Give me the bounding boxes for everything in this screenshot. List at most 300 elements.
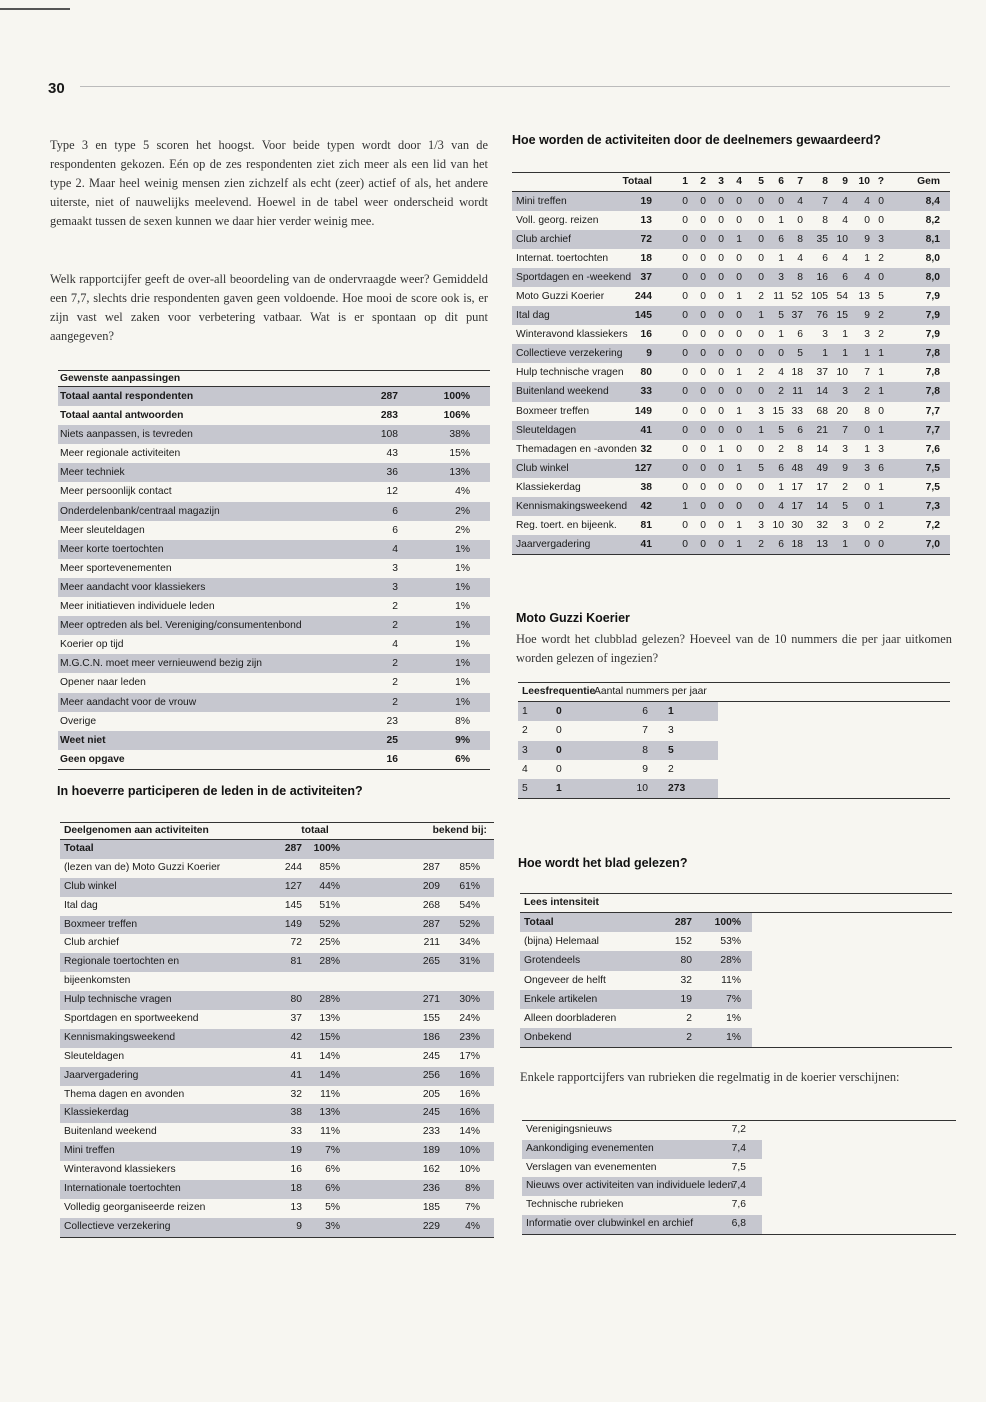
row-percent: 14%	[319, 1069, 340, 1081]
row-value: 0	[682, 462, 688, 474]
column-header: 1	[682, 176, 688, 187]
table-row	[522, 1196, 762, 1215]
row-value: 2	[842, 481, 848, 493]
row-percent: 28%	[319, 994, 340, 1006]
row-value: 0	[556, 706, 562, 717]
row-count-bekend: 256	[422, 1069, 440, 1081]
row-label: Internationale toertochten	[64, 1183, 181, 1195]
row-value: 0	[718, 196, 724, 207]
row-value: 2	[878, 329, 884, 341]
column-header: 5	[758, 176, 764, 187]
row-percent: 3%	[325, 1220, 340, 1232]
row-label: Verenigingsnieuws	[526, 1124, 612, 1135]
table-row	[522, 1177, 762, 1196]
row-percent-bekend: 61%	[459, 880, 480, 892]
row-count-bekend: 211	[423, 937, 440, 949]
row-value: 1	[778, 215, 784, 227]
row-value: 0	[700, 443, 706, 455]
table-header	[520, 894, 952, 913]
row-label: Meer korte toertochten	[60, 543, 164, 555]
row-value: 5	[878, 291, 884, 303]
row-value: 32	[640, 443, 652, 455]
row-value: 1	[878, 481, 884, 493]
row-count-bekend: 268	[422, 899, 440, 911]
table-row	[512, 230, 950, 249]
row-percent-bekend: 7%	[465, 1201, 480, 1213]
row-value: 0	[878, 215, 884, 227]
row-percent: 106%	[443, 410, 470, 422]
row-value: 0	[700, 424, 706, 436]
row-value: 0	[758, 443, 764, 455]
row-value: 1	[778, 329, 784, 341]
table-row	[58, 521, 490, 540]
row-value: 0	[700, 481, 706, 493]
row-percent: 1%	[455, 658, 470, 670]
row-value: 13	[816, 538, 828, 550]
row-value: 0	[700, 196, 706, 207]
row-value: 5	[522, 783, 528, 795]
row-value: 48	[791, 462, 803, 474]
row-value: 42	[640, 500, 652, 512]
row-value: 10	[636, 783, 648, 795]
row-value: 10	[836, 234, 848, 246]
column-header: 8	[822, 176, 828, 187]
row-count-bekend: 245	[422, 1107, 440, 1119]
row-percent: 15%	[449, 448, 470, 460]
row-value: 0	[736, 386, 742, 398]
row-label: Mini treffen	[516, 196, 567, 207]
row-count: 25	[386, 734, 398, 746]
row-value: 0	[682, 443, 688, 455]
row-value: 17	[791, 500, 803, 512]
row-label: Opener naar leden	[60, 677, 146, 689]
table-row	[60, 1199, 494, 1218]
row-count-bekend: 185	[422, 1201, 440, 1213]
row-value: 0	[878, 538, 884, 550]
row-percent: 44%	[319, 880, 340, 892]
row-count: 6	[392, 524, 398, 536]
row-count: 32	[290, 1088, 302, 1100]
row-count-bekend: 245	[422, 1050, 440, 1062]
row-value: 9	[642, 763, 648, 775]
row-value: 5	[797, 348, 803, 360]
row-label: Onderdelenbank/centraal magazijn	[60, 505, 220, 517]
row-value: 8,4	[925, 196, 940, 207]
row-label: Klassiekerdag	[64, 1107, 129, 1119]
row-value: 0	[700, 462, 706, 474]
row-count-bekend: 265	[422, 956, 440, 968]
row-percent-bekend: 23%	[459, 1031, 480, 1043]
row-value: 0	[682, 367, 688, 379]
row-percent-bekend: 17%	[459, 1050, 480, 1062]
column-subheader: Aantal nummers per jaar	[594, 686, 707, 697]
row-value: 7,9	[925, 329, 940, 341]
row-value: 7,2	[925, 519, 940, 531]
row-label: Buitenland weekend	[64, 1126, 157, 1138]
row-percent: 6%	[325, 1164, 340, 1176]
row-value: 8	[822, 215, 828, 227]
row-percent-bekend: 30%	[459, 994, 480, 1006]
row-value: 8,0	[925, 253, 940, 265]
row-percent: 9%	[455, 734, 470, 746]
row-count-bekend: 287	[422, 918, 440, 930]
row-value: 7,5	[731, 1161, 746, 1173]
table-row	[58, 482, 490, 501]
row-value: 0	[682, 234, 688, 246]
rapport-table	[522, 1120, 956, 1235]
table-row	[60, 1048, 494, 1067]
row-value: 7	[642, 725, 648, 737]
row-value: 1	[864, 443, 870, 455]
row-count: 72	[290, 937, 302, 949]
row-label: Reg. toert. en bijeenk.	[516, 519, 617, 531]
row-value: 0	[864, 424, 870, 436]
row-value: 3	[842, 443, 848, 455]
row-percent: 1%	[455, 620, 470, 632]
row-count: 4	[392, 639, 398, 651]
row-percent: 38%	[449, 429, 470, 441]
row-value: 7,6	[925, 443, 940, 455]
row-value: 0	[758, 215, 764, 227]
row-value: 4	[864, 272, 870, 284]
row-value: 1	[668, 706, 674, 717]
row-count: 2	[392, 696, 398, 708]
row-label: Meer aandacht voor klassiekers	[60, 581, 206, 593]
row-value: 6	[822, 253, 828, 265]
waardering-table	[512, 172, 950, 555]
row-percent: 1%	[455, 601, 470, 613]
row-count: 2	[686, 1012, 692, 1024]
row-value: 4	[842, 253, 848, 265]
table-row	[60, 1161, 494, 1180]
row-value: 0	[718, 538, 724, 550]
row-label: Geen opgave	[60, 753, 125, 765]
row-label: Club winkel	[64, 880, 117, 892]
row-label: Koerier op tijd	[60, 639, 124, 651]
row-label: Totaal aantal antwoorden	[60, 410, 184, 422]
table-row	[58, 712, 490, 731]
leesfrequentie-table	[518, 682, 950, 799]
row-percent: 8%	[455, 715, 470, 727]
row-value: 1	[522, 706, 528, 717]
row-label: Ital dag	[516, 310, 550, 322]
row-value: 0	[718, 253, 724, 265]
row-value: 0	[718, 481, 724, 493]
row-percent: 53%	[720, 936, 741, 948]
row-percent: 28%	[319, 956, 340, 968]
row-value: 7,5	[925, 481, 940, 493]
row-value: 0	[736, 443, 742, 455]
row-value: 9	[864, 234, 870, 246]
table-row	[58, 635, 490, 654]
table-row	[520, 971, 752, 990]
row-label: Nieuws over activiteiten van individuele leden	[526, 1180, 734, 1192]
row-value: 11	[773, 291, 784, 303]
row-value: 0	[682, 329, 688, 341]
row-value: 1	[778, 481, 784, 493]
row-value: 0	[682, 291, 688, 303]
row-value: 13	[640, 215, 652, 227]
row-value: 4	[797, 253, 803, 265]
row-value: 0	[736, 215, 742, 227]
row-label: Volledig georganiseerde reizen	[64, 1201, 206, 1213]
row-value: 0	[864, 519, 870, 531]
row-value: 1	[736, 405, 742, 417]
row-label: Boxmeer treffen	[516, 405, 590, 417]
row-count: 23	[386, 715, 398, 727]
row-percent: 1%	[455, 639, 470, 651]
row-count: 16	[386, 753, 398, 765]
table-row	[512, 306, 950, 325]
row-value: 41	[640, 424, 652, 436]
row-percent-bekend: 16%	[459, 1107, 480, 1119]
row-value: 30	[791, 519, 803, 531]
row-value: 0	[700, 253, 706, 265]
row-value: 0	[736, 329, 742, 341]
row-value: 0	[700, 367, 706, 379]
row-value: 7,5	[925, 462, 940, 474]
table-header	[512, 173, 950, 192]
row-count-bekend: 271	[422, 994, 440, 1006]
row-value: 0	[758, 386, 764, 398]
table-row	[60, 1010, 494, 1029]
row-value: 6	[642, 706, 648, 717]
row-label: Totaal	[64, 843, 94, 854]
top-rule	[0, 8, 70, 10]
row-label: Aankondiging evenementen	[526, 1142, 654, 1154]
row-value: 0	[682, 519, 688, 531]
row-value: 0	[682, 272, 688, 284]
row-label: Meer initiatieven individuele leden	[60, 601, 215, 613]
row-value: 1	[736, 519, 742, 531]
row-value: 54	[836, 291, 848, 303]
row-value: 6,8	[731, 1217, 746, 1229]
row-label: Sportdagen en -weekend	[516, 272, 632, 284]
table-row	[512, 211, 950, 230]
row-percent: 100%	[714, 917, 741, 928]
row-value: 2	[778, 443, 784, 455]
row-value: 7,7	[925, 405, 940, 417]
row-value: 1	[864, 253, 870, 265]
row-label: Mini treffen	[64, 1145, 115, 1157]
row-value: 8,1	[925, 234, 940, 246]
table-row	[58, 559, 490, 578]
row-value: 0	[736, 481, 742, 493]
table-row	[520, 990, 752, 1009]
row-value: 2	[758, 367, 764, 379]
row-value: 7,0	[925, 538, 940, 550]
row-value: 3	[522, 744, 528, 756]
row-value: 35	[816, 234, 828, 246]
table-row	[60, 1142, 494, 1161]
row-percent: 2%	[455, 524, 470, 536]
row-value: 0	[700, 234, 706, 246]
table-row	[58, 540, 490, 559]
row-count: 13	[290, 1201, 302, 1213]
row-count: 19	[290, 1145, 302, 1157]
row-label: Onbekend	[524, 1032, 572, 1044]
row-value: 8,0	[925, 272, 940, 284]
row-label: Thema dagen en avonden	[64, 1088, 185, 1100]
row-value: 0	[718, 272, 724, 284]
row-count: 2	[686, 1032, 692, 1044]
row-value: 14	[816, 500, 828, 512]
column-header: bekend bij:	[432, 825, 487, 836]
row-count: 108	[380, 429, 398, 441]
row-label: Klassiekerdag	[516, 481, 581, 493]
table-row	[58, 731, 490, 750]
table-row	[60, 1180, 494, 1199]
row-value: 18	[791, 367, 803, 379]
row-value: 0	[556, 763, 562, 775]
table-row	[60, 953, 494, 972]
row-value: 6	[797, 424, 803, 436]
table-row	[520, 932, 752, 951]
waardering-title: Hoe worden de activiteiten door de deelnemers gewaardeerd?	[512, 133, 881, 147]
row-value: 6	[778, 234, 784, 246]
row-value: 0	[878, 196, 884, 207]
row-percent: 85%	[319, 861, 340, 873]
column-header: totaal	[301, 825, 329, 836]
row-value: 1	[718, 443, 724, 455]
row-value: 3	[878, 443, 884, 455]
row-value: 5	[668, 744, 674, 756]
row-label: Regionale toertochten en	[64, 956, 180, 968]
table-row	[522, 1215, 762, 1234]
row-value: 3	[842, 386, 848, 398]
row-count: 18	[290, 1183, 302, 1195]
page-number: 30	[48, 80, 65, 97]
row-percent: 1%	[455, 677, 470, 689]
row-label: Ongeveer de helft	[524, 974, 606, 986]
intro-paragraph-2: Welk rapportcijfer geeft de over-all beoordeling van de ondervraagde weer? Gemiddeld een 7,7, slechts drie respondenten gaven geen voldoende. Hoe mooi de score ook is, er zijn vast wel zaken voor verbetering vatbaar. Wat is er spontaan op dit punt aangegeven?	[50, 272, 488, 343]
row-label: Overige	[60, 715, 97, 727]
column-header: 10	[858, 176, 870, 187]
row-count-bekend: 162	[422, 1164, 440, 1176]
row-value: 3	[668, 725, 674, 737]
row-value: 18	[640, 253, 652, 265]
table-row	[522, 1140, 762, 1159]
row-value: 0	[878, 272, 884, 284]
table-row	[520, 913, 752, 932]
row-value: 3	[822, 329, 828, 341]
row-count: 12	[386, 486, 398, 498]
row-label: Sleuteldagen	[516, 424, 577, 436]
row-value: 1	[556, 783, 562, 795]
table-row	[60, 897, 494, 916]
row-value: 6	[778, 462, 784, 474]
table-row	[58, 578, 490, 597]
row-value: 1	[864, 348, 870, 360]
row-value: 38	[640, 481, 652, 493]
column-header: 4	[736, 176, 742, 187]
row-value: 4	[522, 763, 528, 775]
row-value: 7	[822, 196, 828, 207]
row-label: Winteravond klassiekers	[516, 329, 628, 341]
row-label: Boxmeer treffen	[64, 918, 138, 930]
row-label: Club archief	[516, 234, 571, 246]
column-header: ?	[877, 176, 884, 187]
row-label: Themadagen en -avonden	[516, 443, 637, 455]
row-value: 0	[758, 329, 764, 341]
row-value: 8	[864, 405, 870, 417]
row-count: 80	[290, 994, 302, 1006]
row-percent-bekend: 8%	[465, 1183, 480, 1195]
row-percent: 28%	[720, 955, 741, 967]
table-row	[512, 535, 950, 554]
row-value: 0	[700, 272, 706, 284]
row-value: 32	[816, 519, 828, 531]
row-count: 33	[290, 1126, 302, 1138]
row-value: 15	[836, 310, 848, 322]
row-label: Weet niet	[60, 734, 106, 746]
row-value: 0	[864, 215, 870, 227]
row-value: 7,9	[925, 291, 940, 303]
column-header: Deelgenomen aan activiteiten	[64, 825, 209, 836]
row-count: 36	[386, 467, 398, 479]
row-value: 0	[758, 272, 764, 284]
row-count: 32	[680, 974, 692, 986]
table-header	[60, 823, 494, 840]
row-value: 16	[816, 272, 828, 284]
row-value: 41	[640, 538, 652, 550]
row-count-bekend: 229	[422, 1220, 440, 1232]
row-label: Club winkel	[516, 462, 569, 474]
row-label: bijeenkomsten	[64, 975, 131, 987]
row-percent: 5%	[325, 1201, 340, 1213]
row-label: Club archief	[64, 937, 119, 949]
table-row	[518, 779, 718, 798]
row-value: 8	[797, 272, 803, 284]
column-header: 9	[842, 176, 848, 187]
row-percent: 13%	[449, 467, 470, 479]
row-value: 72	[640, 234, 652, 246]
row-percent: 100%	[443, 391, 470, 402]
row-value: 0	[700, 519, 706, 531]
row-value: 2	[758, 291, 764, 303]
lees-intensiteit-table	[520, 893, 952, 1048]
row-value: 1	[878, 367, 884, 379]
row-value: 11	[792, 386, 803, 398]
row-label: Hulp technische vragen	[516, 367, 624, 379]
row-value: 17	[791, 481, 803, 493]
row-value: 0	[700, 348, 706, 360]
row-value: 0	[682, 310, 688, 322]
row-value: 3	[758, 519, 764, 531]
row-value: 0	[718, 215, 724, 227]
row-label: Alleen doorbladeren	[524, 1012, 617, 1024]
row-value: 6	[842, 272, 848, 284]
row-count: 9	[296, 1220, 302, 1232]
row-label: Enkele artikelen	[524, 993, 598, 1005]
row-value: 14	[816, 386, 828, 398]
row-value: 2	[758, 538, 764, 550]
row-value: 7	[864, 367, 870, 379]
column-header: Leesfrequentie	[522, 686, 596, 697]
row-value: 19	[640, 196, 652, 207]
table-row	[58, 406, 490, 425]
row-count: 287	[674, 917, 692, 928]
row-count: 2	[392, 620, 398, 632]
row-value: 2	[668, 763, 674, 775]
table-row	[60, 840, 494, 859]
table-row	[60, 1029, 494, 1048]
rapport-text: Enkele rapportcijfers van rubrieken die regelmatig in de koerier verschijnen:	[520, 1070, 900, 1084]
row-count: 2	[392, 677, 398, 689]
row-value: 0	[556, 725, 562, 737]
row-percent: 25%	[319, 937, 340, 949]
row-value: 0	[718, 348, 724, 360]
